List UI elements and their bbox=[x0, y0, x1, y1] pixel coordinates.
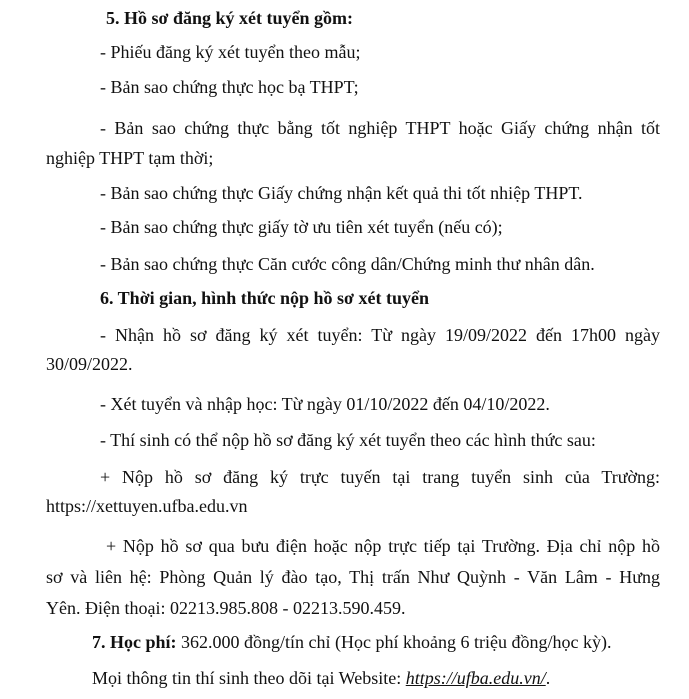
website-link[interactable]: https://ufba.edu.vn/ bbox=[405, 668, 546, 688]
section-6-line-5-cont-1: sơ và liên hệ: Phòng Quản lý đào tạo, Thị trấn Như Quỳnh - Văn Lâm - Hưng bbox=[46, 567, 660, 587]
section-6-line-1: - Nhận hồ sơ đăng ký xét tuyển: Từ ngày 19/09/2022 đến 17h00 ngày bbox=[100, 325, 660, 345]
section-7-tuition bbox=[92, 630, 611, 654]
section-5-item-6: - Bản sao chứng thực Căn cước công dân/Chứng minh thư nhân dân. bbox=[100, 254, 595, 274]
section-7-label: 7. Học phí: bbox=[92, 632, 177, 652]
section-7-text: 362.000 đồng/tín chỉ (Học phí khoảng 6 triệu đồng/học kỳ). bbox=[176, 632, 612, 652]
section-5-item-3: - Bản sao chứng thực bằng tốt nghiệp THPT hoặc Giấy chứng nhận tốt bbox=[100, 118, 660, 138]
footer-suffix: . bbox=[545, 668, 551, 688]
section-5-item-4: - Bản sao chứng thực Giấy chứng nhận kết quả thi tốt nhiệp THPT. bbox=[100, 183, 583, 203]
section-5-item-1: - Phiếu đăng ký xét tuyển theo mẫu; bbox=[100, 42, 361, 62]
section-6-line-2: - Xét tuyển và nhập học: Từ ngày 01/10/2022 đến 04/10/2022. bbox=[100, 394, 550, 414]
section-5-item-3-cont: nghiệp THPT tạm thời; bbox=[46, 148, 214, 168]
section-5-item-2: - Bản sao chứng thực học bạ THPT; bbox=[100, 77, 359, 97]
section-6-line-4: + Nộp hồ sơ đăng ký trực tuyến tại trang tuyển sinh của Trường: bbox=[100, 467, 660, 487]
footer-website-line bbox=[92, 666, 550, 690]
section-5-item-5: - Bản sao chứng thực giấy tờ ưu tiên xét tuyển (nếu có); bbox=[100, 217, 503, 237]
section-6-line-1-cont: 30/09/2022. bbox=[46, 354, 133, 374]
section-6-heading: 6. Thời gian, hình thức nộp hồ sơ xét tuyển bbox=[100, 288, 429, 308]
section-6-line-5: + Nộp hồ sơ qua bưu điện hoặc nộp trực tiếp tại Trường. Địa chỉ nộp hồ bbox=[106, 536, 660, 556]
section-6-line-3: - Thí sinh có thể nộp hồ sơ đăng ký xét tuyển theo các hình thức sau: bbox=[100, 430, 596, 450]
footer-text: Mọi thông tin thí sinh theo dõi tại Website: bbox=[92, 668, 406, 688]
section-5-heading: 5. Hồ sơ đăng ký xét tuyển gồm: bbox=[106, 8, 353, 28]
section-6-line-5-cont-2: Yên. Điện thoại: 02213.985.808 - 02213.590.459. bbox=[46, 598, 406, 618]
section-6-url: https://xettuyen.ufba.edu.vn bbox=[46, 496, 248, 516]
